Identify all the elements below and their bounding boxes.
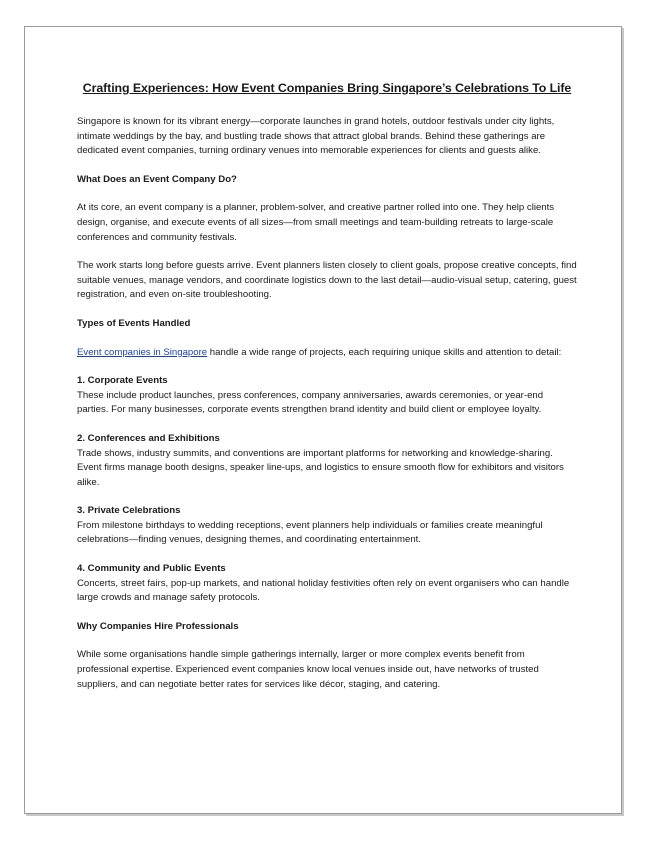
event-type-text: Concerts, street fairs, pop-up markets, and national holiday festivities often rely on event organisers who can handle large crowds and manage safety protocols. (77, 577, 570, 604)
event-type-text: From milestone birthdays to wedding receptions, event planners help individuals or families create meaningful celebrations—finding venues, designing themes, and coordinating entertainment. (77, 519, 543, 546)
event-companies-link[interactable]: Event companies in Singapore (77, 346, 208, 358)
event-type-title: 3. Private Celebrations (77, 505, 181, 517)
types-intro-text: handle a wide range of projects, each requiring unique skills and attention to detail: (207, 346, 562, 358)
document-page (24, 26, 622, 814)
section-heading-what-does: What Does an Event Company Do? (77, 173, 237, 185)
document-content (77, 79, 577, 706)
event-type-title: 4. Community and Public Events (77, 563, 226, 575)
page-title: Crafting Experiences: How Event Companies Bring Singapore’s Celebrations To Life (82, 81, 572, 95)
event-type-text: These include product launches, press conferences, company anniversaries, awards ceremonies, or year-end parties. For many businesses, corporate events strengthen brand identity and build client or employee loyalty. (77, 389, 544, 416)
event-type-text: Trade shows, industry summits, and conventions are important platforms for networking and knowledge-sharing. Event firms manage booth designs, speaker line-ups, and logistics to ensure smooth flow for exhibitors and visitors alike. (77, 447, 564, 488)
event-type-private (77, 504, 577, 548)
intro-paragraph: Singapore is known for its vibrant energy—corporate launches in grand hotels, outdoor festivals under city lights, intimate weddings by the bay, and bustling trade shows that attract global brands. Behind these gatherings are dedicated event companies, turning ordinary venues into memorable experiences for clients and guests alike. (77, 116, 555, 157)
event-type-conferences (77, 432, 577, 490)
event-type-community (77, 562, 577, 606)
event-type-title: 1. Corporate Events (77, 375, 168, 387)
paragraph-types-intro (77, 346, 577, 361)
event-type-title: 2. Conferences and Exhibitions (77, 432, 220, 444)
section-heading-why-hire: Why Companies Hire Professionals (77, 620, 239, 632)
paragraph-why-hire: While some organisations handle simple gatherings internally, larger or more complex events benefit from professional expertise. Experienced event companies know local venues inside out, have networks of trusted suppliers, and can negotiate better rates for services like décor, staging, and catering. (77, 649, 539, 690)
event-type-corporate (77, 374, 577, 418)
section-heading-types: Types of Events Handled (77, 317, 191, 329)
paragraph-work-starts: The work starts long before guests arrive. Event planners listen closely to client goals, propose creative concepts, find suitable venues, manage vendors, and coordinate logistics down to the last detail—audio-visual setup, catering, guest registration, and even on-site troubleshooting. (77, 260, 577, 301)
paragraph-core-role: At its core, an event company is a planner, problem-solver, and creative partner rolled into one. They help clients design, organise, and execute events of all sizes—from small meetings and team-building retreats to large-scale conferences and community festivals. (77, 202, 555, 243)
